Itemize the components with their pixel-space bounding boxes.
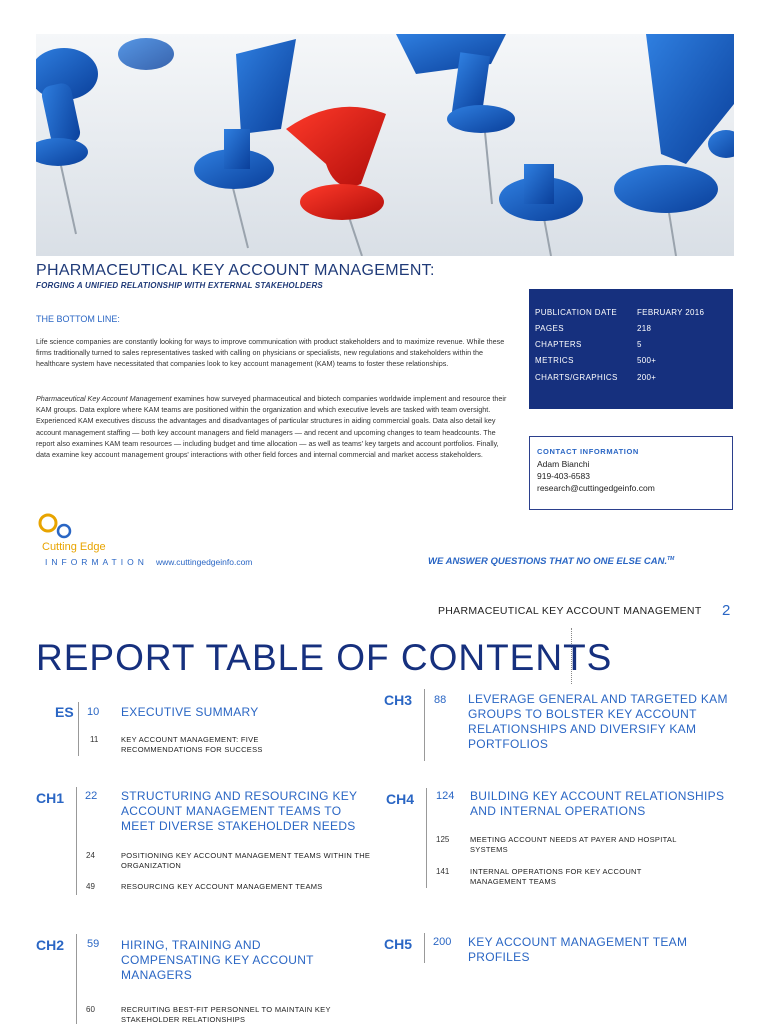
info-value: 218 [637, 324, 652, 333]
toc-chapter-title[interactable]: STRUCTURING AND RESOURCING KEY ACCOUNT MANAGEMENT TEAMS TO MEET DIVERSE STAKEHOLDER NEEDS [121, 789, 358, 833]
contact-phone[interactable]: 919-403-6583 [537, 471, 590, 481]
info-label: CHARTS/GRAPHICS [535, 373, 618, 382]
page-number: 2 [722, 602, 731, 619]
hero-push-pins-image [36, 34, 734, 256]
section-page: 60 [86, 1005, 95, 1014]
report-subtitle: FORGING A UNIFIED RELATIONSHIP WITH EXTERNAL STAKEHOLDERS [36, 281, 323, 290]
toc-section-title[interactable]: RECRUITING BEST-FIT PERSONNEL TO MAINTAIN KEY STAKEHOLDER RELATIONSHIPS [121, 1005, 331, 1024]
chapter-page: 22 [85, 790, 98, 802]
chapter-code: ES [55, 704, 74, 720]
contact-info-box [529, 436, 733, 510]
toc-chapter-title[interactable]: BUILDING KEY ACCOUNT RELATIONSHIPS AND INTERNAL OPERATIONS [470, 789, 725, 818]
toc-section-title[interactable]: MEETING ACCOUNT NEEDS AT PAYER AND HOSPITAL SYSTEMS [470, 835, 677, 854]
chapter-code: CH2 [36, 937, 65, 953]
section-page: 141 [436, 867, 450, 876]
report-name-italic: Pharmaceutical Key Account Management [36, 394, 172, 403]
info-value: 5 [637, 340, 642, 349]
intro-paragraph: Life science companies are constantly looking for ways to improve communication with product stakeholders and to maximize revenue. While these firms traditionally turned to sales representatives tasked with calling on physicians or specialists, new regulations and stakeholders within the healthcare system have necessitated that companies look to key account management (KAM) teams to foster these relationships. [36, 337, 505, 369]
chapter-page: 124 [436, 790, 455, 802]
chapter-divider [78, 702, 79, 756]
website-link[interactable]: www.cuttingedgeinfo.com [156, 557, 253, 567]
toc-section-title[interactable]: KEY ACCOUNT MANAGEMENT: FIVE RECOMMENDATIONS FOR SUCCESS [121, 735, 263, 754]
tagline [428, 556, 674, 567]
chapter-code: CH5 [384, 936, 413, 952]
chapter-page: 10 [87, 706, 100, 718]
info-label: PUBLICATION DATE [535, 308, 618, 317]
description-text: examines how surveyed pharmaceutical and biotech companies worldwide implement and resource their KAM groups. Data explore where KAM teams are positioned within the organization and which executive levels are tasked with team oversight. Experienced KAM executives discuss the advantages and disadvantages of particular structures in aiding commercial goals. Data also detail key account management staffing — both key account managers and field managers — and recent and upcoming changes to team headcounts. The report also examines KAM team resources — including budget and time allocation — as well as teams' key targets and account portfolios. Finally, data examine key account management groups' interactions with other field forces and internal commercial and market access stakeholders. [36, 394, 507, 460]
chapter-page: 200 [433, 936, 452, 948]
chapter-code: CH4 [386, 791, 415, 807]
info-value: FEBRUARY 2016 [637, 308, 705, 317]
logo-name: Cutting Edge [42, 541, 106, 553]
contact-email[interactable]: research@cuttingedgeinfo.com [537, 483, 655, 493]
chapter-divider [76, 787, 77, 895]
toc-section-title[interactable]: POSITIONING KEY ACCOUNT MANAGEMENT TEAMS WITHIN THE ORGANIZATION [121, 851, 371, 870]
info-label: PAGES [535, 324, 564, 333]
section-page: 49 [86, 882, 95, 891]
chapter-divider [424, 689, 425, 761]
bottom-line-heading: THE BOTTOM LINE: [36, 314, 120, 324]
info-value: 500+ [637, 356, 657, 365]
chapter-code: CH3 [384, 692, 413, 708]
cutting-edge-logo-icon [36, 509, 76, 539]
chapter-page: 88 [434, 694, 447, 706]
toc-chapter-title[interactable]: LEVERAGE GENERAL AND TARGETED KAM GROUPS TO BOLSTER KEY ACCOUNT RELATIONSHIPS AND DIVERSIFY KAM PORTFOLIOS [468, 692, 728, 751]
section-page: 11 [90, 735, 99, 744]
toc-chapter-title[interactable]: KEY ACCOUNT MANAGEMENT TEAM PROFILES [468, 935, 688, 964]
tagline-text: WE ANSWER QUESTIONS THAT NO ONE ELSE CAN. [428, 556, 668, 568]
logo-subtitle: INFORMATION [45, 557, 148, 567]
toc-title: REPORT TABLE OF CONTENTS [36, 637, 613, 678]
contact-heading: CONTACT INFORMATION [537, 447, 639, 456]
trademark: TM [667, 556, 675, 562]
info-label: METRICS [535, 356, 574, 365]
toc-chapter-title[interactable]: HIRING, TRAINING AND COMPENSATING KEY ACCOUNT MANAGERS [121, 938, 314, 982]
chapter-code: CH1 [36, 790, 65, 806]
chapter-divider [426, 788, 427, 888]
contact-name: Adam Bianchi [537, 459, 590, 469]
section-page: 125 [436, 835, 450, 844]
toc-section-title[interactable]: INTERNAL OPERATIONS FOR KEY ACCOUNT MANAGEMENT TEAMS [470, 867, 642, 886]
toc-section-title[interactable]: RESOURCING KEY ACCOUNT MANAGEMENT TEAMS [121, 882, 323, 891]
toc-chapter-title[interactable]: EXECUTIVE SUMMARY [121, 705, 259, 719]
page2-header: PHARMACEUTICAL KEY ACCOUNT MANAGEMENT [438, 605, 702, 617]
chapter-divider [76, 934, 77, 1024]
info-value: 200+ [637, 373, 657, 382]
info-label: CHAPTERS [535, 340, 582, 349]
section-page: 24 [86, 851, 95, 860]
description-paragraph [36, 393, 514, 460]
chapter-page: 59 [87, 938, 100, 950]
chapter-divider [424, 933, 425, 963]
report-title: PHARMACEUTICAL KEY ACCOUNT MANAGEMENT: [36, 262, 435, 279]
publication-info-box [529, 289, 733, 409]
